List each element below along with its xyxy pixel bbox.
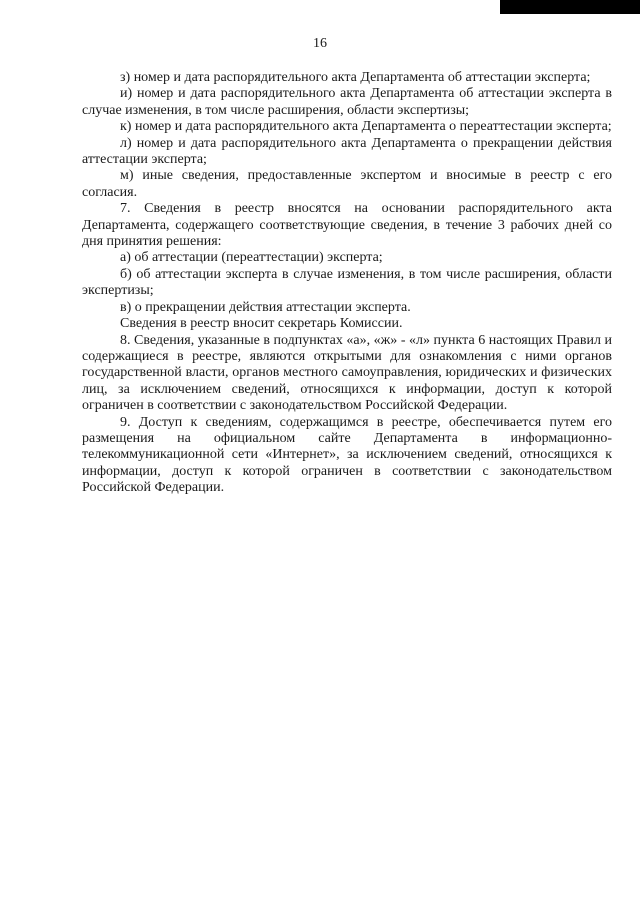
clause-7-item-v: в) о прекращении действия аттестации эксперта.: [120, 299, 411, 315]
document-body: [82, 70, 612, 497]
item-m-other-info: м) иные сведения, предоставленные экспертом и вносимые в реестр с его согласия.: [82, 168, 612, 200]
clause-7: 7. Сведения в реестр вносятся на основании распорядительного акта Департамента, содержащего соответствующие сведения, в течение 3 рабочих дней со дня принятия решения:: [82, 201, 612, 250]
item-i-scope-change-act: и) номер и дата распорядительного акта Департамента об аттестации эксперта в случае изменения, в том числе расширения, области экспертизы;: [82, 86, 612, 118]
clause-8: 8. Сведения, указанные в подпунктах «а», «ж» - «л» пункта 6 настоящих Правил и содержащиеся в реестре, являются открытыми для ознакомления с ними органов государственной власти, органов местного самоуправления, юридических и физических лиц, за исключением сведений, относящихся к информации, доступ к которой ограничен в соответствии с законодательством Российской Федерации.: [82, 332, 612, 414]
item-k-reattestation-act: к) номер и дата распорядительного акта Департамента о переаттестации эксперта;: [120, 119, 612, 135]
clause-7-item-a: а) об аттестации (переаттестации) эксперта;: [120, 250, 383, 266]
clause-7-secretary-note: Сведения в реестр вносит секретарь Комиссии.: [120, 316, 403, 332]
item-l-termination-act: л) номер и дата распорядительного акта Департамента о прекращении действия аттестации эксперта;: [82, 135, 612, 168]
clause-9: 9. Доступ к сведениям, содержащимся в реестре, обеспечивается путем его размещения на официальном сайте Департамента в информационно-телекоммуникационной сети «Интернет», за исключением сведений, относящихся к информации, доступ к которой ограничен в соответствии с законодательством Российской Федерации.: [82, 414, 612, 496]
page-number: 16: [313, 36, 327, 51]
scan-corner-mark: [500, 0, 640, 14]
clause-7-item-b: б) об аттестации эксперта в случае изменения, в том числе расширения, области экспертизы;: [82, 266, 612, 299]
item-z-approval-act: з) номер и дата распорядительного акта Департамента об аттестации эксперта;: [120, 70, 591, 85]
